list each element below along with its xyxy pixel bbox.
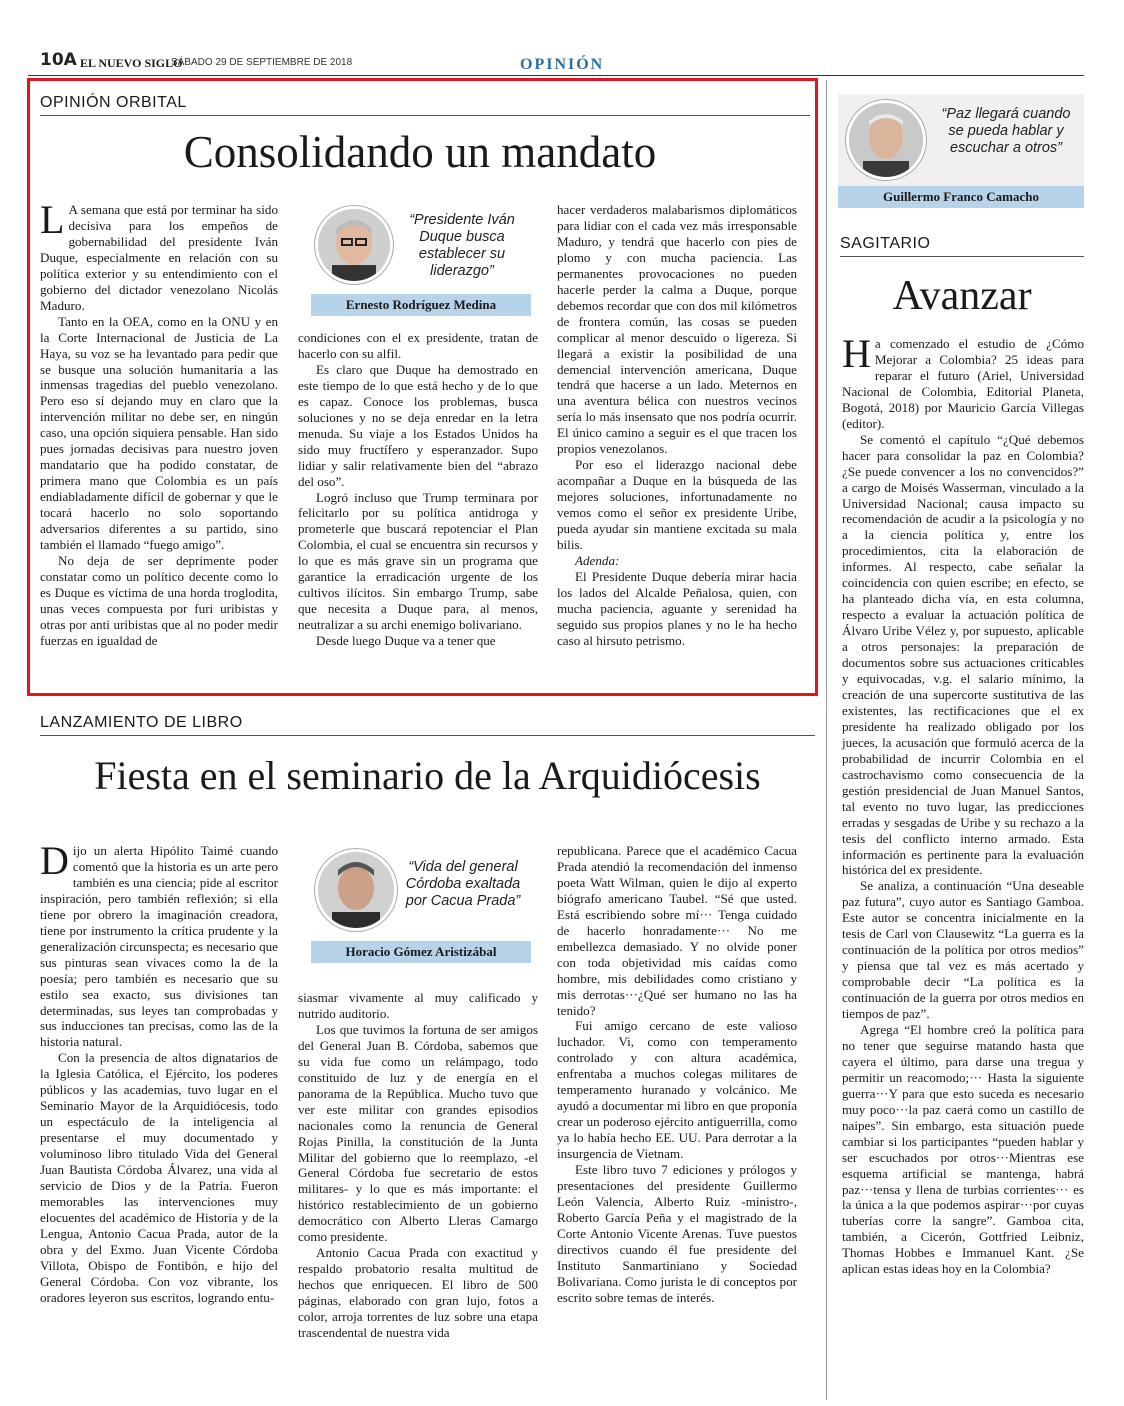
article1-pullquote (311, 202, 531, 316)
newspaper-brand: EL NUEVO SIGLO (80, 56, 183, 70)
pullquote-text: “Vida del general Córdoba exaltada por Cacua Prada” (405, 859, 521, 909)
article2-column-3 (557, 843, 797, 1373)
sidebar-divider (826, 80, 827, 1400)
author-photo (846, 100, 926, 180)
sidebar-headline: Avanzar (892, 273, 1032, 319)
article2-column-1 (40, 838, 278, 1373)
paragraph: Antonio Cacua Prada con exactitud y respaldo probatorio resalta multitud de hechos que enriquecen. El libro de 500 páginas, elaborado con gran lujo, fotos a color, arroja torrentes de luz sobre una etapa trascendental de nuestra vida (298, 1245, 538, 1341)
author-byline: Ernesto Rodríguez Medina (311, 294, 531, 316)
sidebar-pullquote (838, 94, 1084, 208)
author-byline: Guillermo Franco Camacho (838, 186, 1084, 208)
section-title: OPINIÓN (520, 56, 605, 73)
paragraph: Por eso el liderazgo nacional debe acompañar a Duque en la búsqueda de las mejores soluciones, infortunadamente no vemos como el señor ex presidente Uribe, pueda ayudar sin mantiene excitada su mala bilis. (557, 457, 797, 553)
article1-headline: Consolidando un mandato (183, 127, 657, 177)
paragraph: El Presidente Duque debería mirar hacia los lados del Alcalde Peñalosa, quien, con mucha paciencia, aguante y serenidad ha seguido sus propios planes y no le ha hecho caso al hirsuto petrismo. (557, 568, 797, 648)
sidebar-kicker-rule (840, 256, 1084, 257)
paragraph: Fui amigo cercano de este valioso luchador. Vi, como con temperamento controlado y con altura académica, enfrentaba a muchos colegas militares de temperamento huranado y volcánico. Me ayudó a documentar mi libro en que proponía crear un poderoso ejército antiguerrilla, como ya lo había hecho EE. UU. Para derrotar a la insurgencia de Vietnam. (557, 1018, 797, 1162)
article1-kicker-rule (40, 115, 810, 116)
paragraph: Tanto en la OEA, como en la ONU y en la Corte Internacional de Justicia de La Haya, su voz se ha levantado para pedir que se busque una solución humanitaria a las inmensas tragedias del pueblo venezolano. Pero eso sí dejando muy en claro que la intervención militar no debe ser, en ningún caso, una opción siquiera pensable. Han sido pues jornadas decisivas para nuestro joven mandatario que ha podido constatar, de primera mano que Colombia es un país endiabladamente difícil de gobernar y que le tocará hacerlo no solo soportando adversarios diferentes a su partido, sino también el llamado “fuego amigo”. (40, 313, 278, 553)
article2-column-2 (298, 990, 538, 1374)
paragraph: hacer verdaderos malabarismos diplomáticos para lidiar con el cada vez más irresponsable Maduro, y tendrá que hacerlo con pies de plomo y con mucha paciencia. Las permanentes provocaciones no pueden hacerle perder la calma a Duque, porque debemos recordar que con dos mil kilómetros de frontera común, las cosas se pueden complicar al menor descuido o ligereza. Si llegará a existir la posibilidad de una demencial intervención americana, Duque tendrá que hacerse a un lado. Meternos en una aventura bélica con nuestros vecinos sería lo más insensato que nos podría ocurrir. El único camino a seguir es el que tracen los propios venezolanos. (557, 202, 797, 457)
paragraph: a comenzado el estudio de ¿Cómo Mejorar a Colombia? 25 ideas para reparar el futuro (Ariel, Universidad Nacional de Colombia, Editorial Planeta, Bogotá, 2018) por Mauricio García Villegas (editor). (842, 336, 1084, 431)
pullquote-text: “Paz llegará cuando se pueda hablar y escuchar a otros” (941, 106, 1071, 156)
article1-column-3 (557, 202, 797, 688)
dropcap: H (842, 331, 871, 376)
paragraph: Se comentó el capítulo “¿Qué debemos hacer para consolidar la paz en Colombia? ¿Se puede convencer a los no convencidos?” a cargo de Moisés Wasserman, vinculado a la Universidad Nacional; causa impacto su recomendación de acudir a la psicología y no a la ciencia política y, entre los procedimientos, cita la elaboración de informes. Al respecto, cabe señalar la coincidencia con quien escribe; en efecto, se ha planteado dicha vía, en esta columna, respecto a evaluar la actuación política de Álvaro Uribe Vélez y, por supuesto, aplicable a otros personajes: la preparación de documentos sobre sus actuaciones criticables y equivocadas, v.g. el salario mínimo, la creación de una supercorte sustitutiva de las existentes, las rectificaciones que el ex presidente ha realizado obligado por los jueces, la acusación que formuló acerca de la probabilidad de incurrir Colombia en el castrochavismo como consecuencia de la gestión presidencial de Juan Manuel Santos, tal evento no tuvo lugar, las predicciones erradas y sesgadas de Uribe y su rechazo a la tesis del conflicto interno armado. Esta información es pertinente para la evaluación histórica del ex presidente. (842, 431, 1084, 878)
article2-headline: Fiesta en el seminario de la Arquidiócesis (94, 753, 761, 798)
dropcap: D (40, 838, 69, 883)
paragraph: Desde luego Duque va a tener que (316, 633, 496, 649)
article2-kicker: LANZAMIENTO DE LIBRO (40, 714, 243, 731)
issue-date: SÁBADO 29 DE SEPTIEMBRE DE 2018 (171, 57, 353, 68)
sidebar-column (842, 331, 1084, 1400)
paragraph: Agrega “El hombre creó la política para no tener que seguirse matando hasta que cayera el último, para darse una tregua y permitir un reacomodo;··· Hasta la siguiente guerra···Y para que esto suceda es necesario muy poco···la paz caerá como un castillo de naipes”. Sin embargo, esta situación puede cambiar si los participantes “pueden hablar y ser escuchados por otros···Mientras ese esquema artificial se mantenga, habrá paz···tensa y llena de turbias corrientes··· es la única a la que podemos aspirar···por cuyas tuberías corre la sangre”. Gamboa cita, también, a Cicerón, Gottfried Leibniz, Thomas Hobbes e Immanuel Kant. ¿Se aplican estas ideas hoy en la Colombia? (842, 1021, 1084, 1277)
paragraph: Este libro tuvo 7 ediciones y prólogos y presentaciones del presidente Guillermo León Valencia, Alberto Ruiz -ministro-, Roberto García Peña y el magistrado de la Corte Antonio Vicente Arenas. Tuve puestos directivos cuando él fue presidente del Instituto Sanmartiniano y Sociedad Bolivariana. Como jurista le di conceptos por escrito sobre temas de interés. (557, 1162, 797, 1305)
paragraph: Con la presencia de altos dignatarios de la Iglesia Católica, el Ejército, los poderes públicos y las academias, tuvo lugar en el Seminario Mayor de la Arquidiócesis, todo un espectáculo de la inteligencia al presentarse el muy documentado y voluminoso libro titulado Vida del General Juan Bautista Córdoba Álvarez, una vida al servicio de Dios y de la Patria. Fueron memorables las intervenciones muy elocuentes del académico de Historia y de la Lengua, Antonio Cacua Prada, autor de la obra y del Exmo. Juan Vicente Córdoba Villota, Obispo de Fontibón, e hijo del General Córdoba. Con voz vibrante, los oradores leyeron sus escritos, logrando entu- (40, 1050, 278, 1305)
article1-kicker: OPINIÓN ORBITAL (40, 94, 187, 111)
author-byline: Horacio Gómez Aristizábal (311, 941, 531, 963)
adenda-label: Adenda: (575, 552, 620, 568)
article2-pullquote (311, 845, 531, 963)
sidebar-kicker: SAGITARIO (840, 235, 931, 252)
article2-kicker-rule (40, 735, 815, 736)
paragraph: A semana que está por terminar ha sido decisiva para los empeños de gobernabilidad del presidente Iván Duque, especialmente en relación con su política exterior y su entendimiento con el gobierno del dictador venezolano Nicolás Maduro. (40, 202, 278, 313)
paragraph: Los que tuvimos la fortuna de ser amigos del General Juan B. Córdoba, sabemos que su vida fue como un relámpago, todo constituido de luz y de energía en el panorama de la República. Mucho tuvo que ver este militar con grandes episodios nacionales como la renuncia de General Rojas Pinilla, la constitución de la Junta Militar del gobierno que lo reemplazo, -el General Córdoba fue secretario de estos militares- y lo que es más importante: el histórico restablecimiento de un gobierno democrático con Alberto Lleras Camargo como presidente. (298, 1021, 538, 1245)
header-rule (28, 75, 1084, 76)
paragraph: Logró incluso que Trump terminara por felicitarlo por su política antidroga y prometerle que buscará repotenciar el Plan Colombia, el cual se encuentra sin recursos y lo que es más grave sin un programa que garantice la erradicación urgente de los cultivos ilícitos. Sin embargo Trump, sabe que necesita a Duque para, al menos, neutralizar a su archi enemigo bolivariano. (298, 489, 538, 633)
author-photo (315, 849, 397, 931)
dropcap: L (40, 197, 65, 242)
paragraph: Es claro que Duque ha demostrado en este tiempo de lo que está hecho y de lo que es capaz. Conoce los problemas, busca soluciones y no se deja enredar en la letra menuda. Su viaje a los Estados Unidos ha sido muy fructífero y esperanzador. Supo lidiar y salir relativamente bien del “abrazo del oso”. (298, 361, 538, 489)
article1-column-2 (298, 330, 538, 690)
paragraph: condiciones con el ex presidente, tratan de hacerlo con su alfil. (298, 330, 538, 361)
paragraph: siasmar vivamente al muy calificado y nutrido auditorio. (298, 990, 538, 1021)
author-photo (315, 206, 393, 284)
pullquote-text: “Presidente Iván Duque busca establecer su liderazgo” (409, 212, 515, 279)
paragraph: Se analiza, a continuación “Una deseable paz futura”, cuyo autor es Santiago Gamboa. Este autor se concentra inicialmente en la tesis de Carl von Clausewitz “La guerra es la continuación de la política por otros medios” y piensa que tal vez es más acertado y comprobable decir “La política es la continuación de la guerra por otros medios en tiempos de paz”. (842, 878, 1084, 1022)
page-number: 10A (40, 50, 77, 70)
paragraph: republicana. Parece que el académico Cacua Prada atendió la recomendación del inmenso poeta Watt Wilman, quien le dijo al experto biógrafo americano Taubel. “Sé que usted. Está escribiendo sobre mí··· Tenga cuidado de hacerlo honradamente··· No me embellezca demasiado. Y no olvide poner con toda objetividad mis caídas como hombre, mis debilidades como cristiano y mis derrotas···¿Qué ser humano no las ha tenido? (557, 843, 797, 1018)
paragraph: ijo un alerta Hipólito Taimé cuando comentó que la historia es un arte pero también es una ciencia; pide al escritor inspiración, pero también reflexión; si ella tiene por obrero la imaginación creadora, tiene por instrumento la crítica prudente y la generalización circunspecta; es necesario que sus pinturas sean vivaces como la de la poesía; pero también es necesario que su estilo sea exacto, sus divisiones tan determinadas, sus leyes tan comprobadas y sus inducciones tan precisas, como las de la historia natural. (40, 843, 278, 1050)
paragraph: No deja de ser deprimente poder constatar como un político decente como lo es Duque es víctima de una horda troglodita, unas veces compuesta por furi uribistas y otras por anti uribistas que al no poder medir fuerzas en igualdad de (40, 552, 278, 648)
article1-column-1 (40, 197, 278, 688)
